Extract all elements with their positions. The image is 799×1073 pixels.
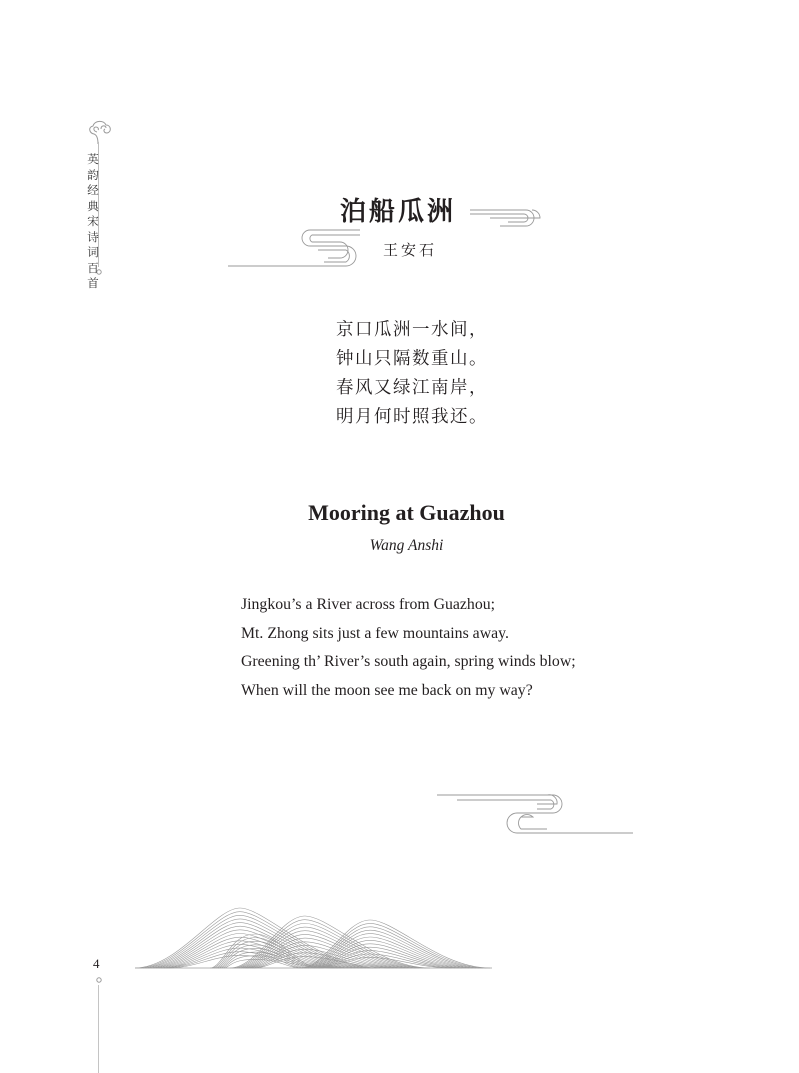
chinese-poem-title: 泊船瓜洲	[340, 197, 457, 227]
chinese-poem-line: 京口瓜洲一水间，	[336, 320, 488, 340]
english-poem-author: Wang Anshi	[369, 537, 444, 554]
margin-rule-bottom	[98, 985, 99, 1073]
english-poem-title: Mooring at Guazhou	[308, 500, 505, 525]
chinese-poem-line: 明月何时照我还。	[336, 407, 488, 427]
title-cloud-line-left	[228, 226, 360, 270]
title-cloud-line-right	[470, 206, 545, 230]
english-poem-line: Greening th’ River’s south again, spring winds blow;	[241, 653, 576, 670]
english-poem-body	[241, 591, 576, 705]
chinese-poem-body	[336, 316, 488, 432]
page-number: 4	[93, 956, 100, 971]
chinese-poem-line: 春风又绿江南岸，	[336, 378, 488, 398]
english-poem-line: When will the moon see me back on my way?	[241, 681, 533, 699]
english-poem-line: Mt. Zhong sits just a few mountains away.	[241, 624, 509, 642]
chinese-poem-line: 钟山只隔数重山。	[336, 349, 488, 369]
english-poem-line: Jingkou’s a River across from Guazhou;	[241, 596, 496, 613]
cloud-ornament-icon	[84, 117, 116, 147]
series-title: 英韵经典宋诗词百首	[87, 152, 99, 290]
mountain-lines-illustration	[130, 900, 500, 975]
dot-ornament-icon	[95, 268, 103, 276]
cloud-line-ornament	[437, 792, 633, 836]
dot-ornament-icon	[95, 976, 103, 984]
chinese-poem-author: 王安石	[383, 241, 438, 259]
